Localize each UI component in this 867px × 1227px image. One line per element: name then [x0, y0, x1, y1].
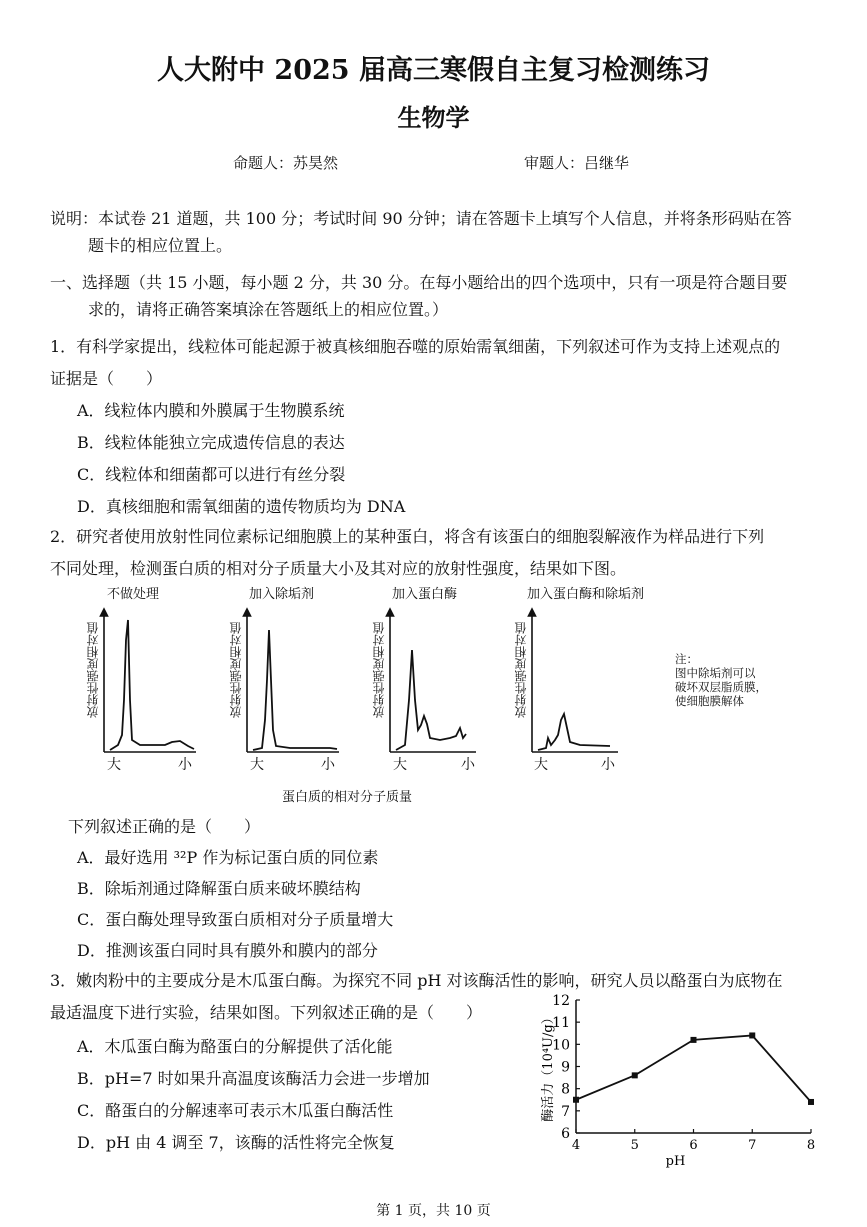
panel-4-ylabel: 放射性强度相对值 [514, 622, 528, 718]
panel-2-x-large: 大 [250, 757, 264, 773]
q1-option-c: C．线粒体和细菌都可以进行有丝分裂 [77, 465, 346, 484]
panel-1-plot [104, 612, 196, 752]
data-point [632, 1072, 638, 1078]
y-tick-label: 12 [552, 993, 570, 1009]
panel-4-x-large: 大 [534, 757, 548, 773]
y-tick-label: 7 [561, 1103, 570, 1120]
q3-option-d: D．pH 由 4 调至 7，该酶的活性将完全恢复 [77, 1133, 395, 1152]
x-tick-label: 4 [571, 1138, 581, 1153]
panel-1-x-small: 小 [178, 757, 192, 773]
panel-3-ylabel: 放射性强度相对值 [372, 622, 386, 718]
x-tick-label: 5 [630, 1138, 639, 1153]
panel-4-x-small: 小 [601, 757, 615, 773]
q2-question: 下列叙述正确的是（ ） [68, 817, 261, 836]
q1-option-d: D．真核细胞和需氧细菌的遗传物质均为 DNA [77, 497, 406, 516]
x-tick-label: 6 [689, 1138, 698, 1153]
x-tick-label: 8 [806, 1138, 816, 1153]
q1-stem-line-2: 证据是（ ） [50, 369, 163, 388]
y-tick-label: 6 [561, 1126, 570, 1142]
q2-note-line-2: 图中除垢剂可以 [675, 666, 756, 680]
q2-option-c: C．蛋白酶处理导致蛋白质相对分子质量增大 [77, 910, 394, 929]
panel-2-title: 加入除垢剂 [249, 587, 315, 602]
q2-note-line-3: 破坏双层脂质膜， [675, 680, 767, 694]
q3-option-c: C．酪蛋白的分解速率可表示木瓜蛋白酶活性 [77, 1101, 394, 1120]
panel-3-title: 加入蛋白酶 [392, 587, 458, 602]
panel-4-plot [532, 612, 618, 752]
panel-4-curve [538, 714, 610, 750]
data-point [808, 1099, 814, 1105]
q2-option-a: A．最好选用 ³²P 作为标记蛋白质的同位素 [77, 848, 379, 867]
q2-x-caption: 蛋白质的相对分子质量 [282, 790, 413, 805]
section-heading-line-1: 一、选择题（共 15 小题，每小题 2 分，共 30 分。在每小题给出的四个选项中，只有一项是符合题目要 [50, 273, 788, 292]
q3-chart [530, 990, 830, 1175]
y-tick-label: 9 [561, 1059, 570, 1076]
q2-option-d: D．推测该蛋白同时具有膜外和膜内的部分 [77, 941, 378, 960]
q2-note [675, 652, 767, 708]
y-axis-label: 酶活力（10⁴U/g） [541, 1011, 556, 1122]
panel-1-curve [110, 620, 194, 750]
y-tick-label: 8 [561, 1081, 570, 1098]
page-footer: 第 1 页，共 10 页 [376, 1203, 491, 1219]
instructions-line-1: 说明：本试卷 21 道题，共 100 分；考试时间 90 分钟；请在答题卡上填写个人信息，并将条形码贴在答 [50, 209, 792, 228]
section-heading-line-2: 求的，请将正确答案填涂在答题纸上的相应位置。） [88, 300, 449, 319]
q3-option-a: A．木瓜蛋白酶为酪蛋白的分解提供了活化能 [77, 1037, 393, 1056]
panel-1-x-large: 大 [107, 757, 121, 773]
data-point [691, 1037, 697, 1043]
panel-2-plot [247, 612, 339, 752]
q3-option-b: B．pH=7 时如果升高温度该酶活力会进一步增加 [77, 1069, 430, 1088]
data-point [573, 1097, 579, 1103]
q2-stem-line-2: 不同处理，检测蛋白质的相对分子质量大小及其对应的放射性强度，结果如下图。 [50, 559, 627, 578]
q1-option-a: A．线粒体内膜和外膜属于生物膜系统 [77, 401, 345, 420]
panel-4-title: 加入蛋白酶和除垢剂 [527, 587, 645, 602]
x-tick-label: 7 [748, 1138, 757, 1153]
q2-option-b: B．除垢剂通过降解蛋白质来破坏膜结构 [77, 879, 361, 898]
panel-3-curve [396, 650, 466, 750]
y-tick-label: 10 [552, 1037, 570, 1054]
q1-option-b: B．线粒体能独立完成遗传信息的表达 [77, 433, 345, 452]
y-tick-label: 11 [552, 1015, 570, 1032]
panel-2-ylabel: 放射性强度相对值 [229, 622, 243, 718]
q2-note-line-1: 注： [675, 652, 698, 666]
panel-1-title: 不做处理 [107, 587, 160, 602]
author: 命题人：苏昊然 [233, 154, 339, 172]
instructions-line-2: 题卡的相应位置上。 [88, 236, 233, 255]
subject-title: 生物学 [397, 103, 470, 132]
data-point [749, 1032, 755, 1038]
exam-title: 人大附中 2025 届高三寒假自主复习检测练习 [157, 55, 710, 86]
q3-stem-line-2: 最适温度下进行实验，结果如图。下列叙述正确的是（ ） [50, 1003, 483, 1022]
q1-stem-line-1: 1．有科学家提出，线粒体可能起源于被真核细胞吞噬的原始需氧细菌，下列叙述可作为支持上述观点的 [50, 337, 781, 356]
q2-note-line-4: 使细胞膜解体 [675, 694, 744, 708]
panel-2-x-small: 小 [321, 757, 335, 773]
q2-stem-line-1: 2．研究者使用放射性同位素标记细胞膜上的某种蛋白，将含有该蛋白的细胞裂解液作为样品进行下列 [50, 527, 765, 546]
panel-3-x-small: 小 [461, 757, 475, 773]
panel-2-curve [253, 630, 337, 750]
panel-3-plot [390, 612, 476, 752]
x-axis-label: pH [665, 1154, 686, 1169]
panel-3-x-large: 大 [393, 757, 407, 773]
series-line [576, 1035, 811, 1102]
q3-stem-line-1: 3．嫩肉粉中的主要成分是木瓜蛋白酶。为探究不同 pH 对该酶活性的影响，研究人员以酪蛋白为底物在 [50, 971, 783, 990]
reviewer: 审题人：吕继华 [524, 154, 630, 172]
panel-1-ylabel: 放射性强度相对值 [86, 622, 100, 718]
